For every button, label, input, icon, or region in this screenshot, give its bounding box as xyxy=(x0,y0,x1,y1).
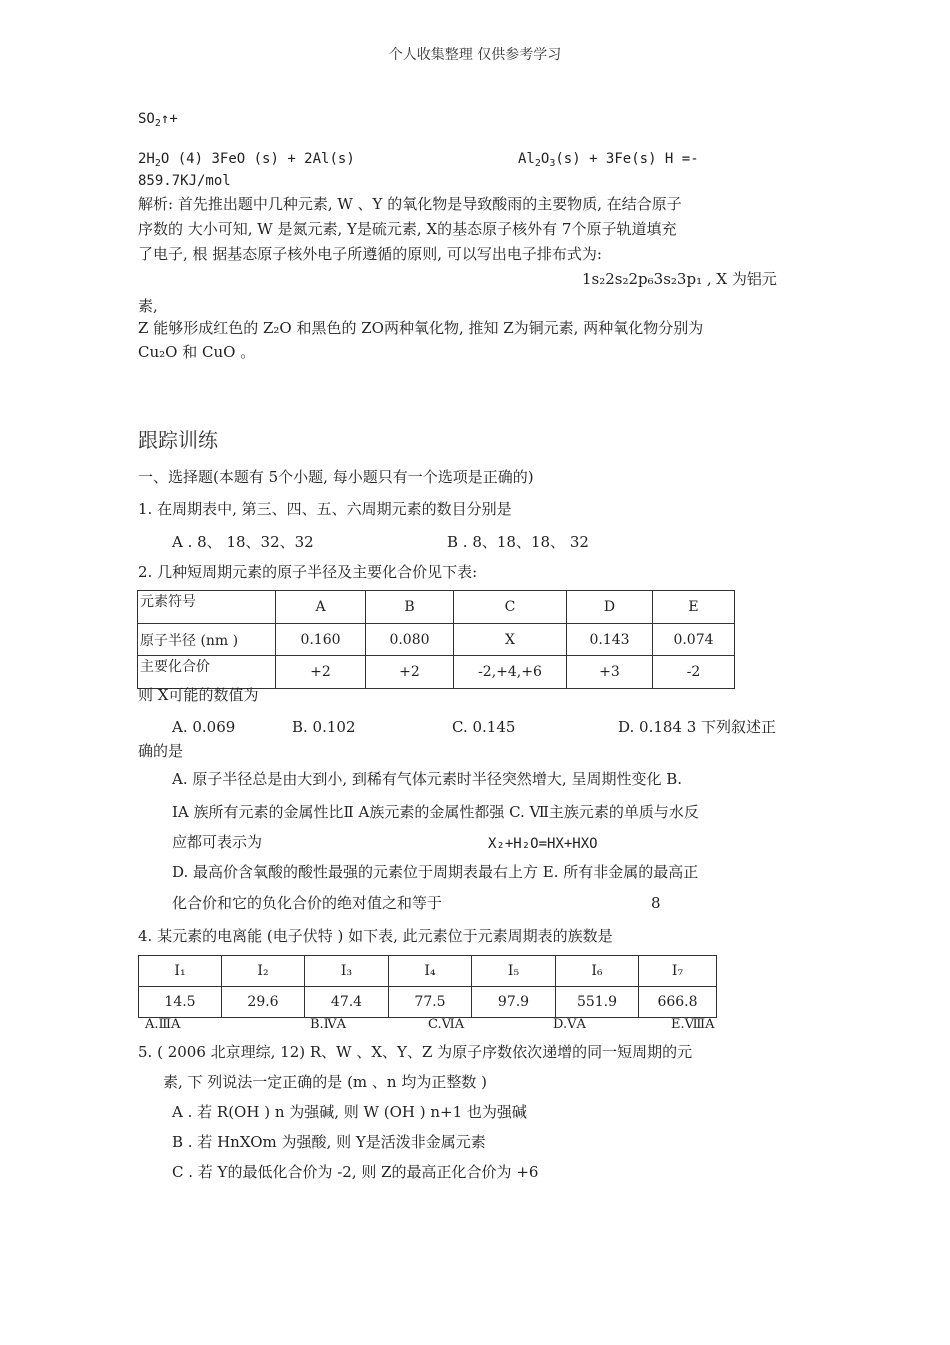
q4-header-cell: I₅ xyxy=(472,956,556,987)
equation-left: $2H_2O$ (4) 3FeO (s) + 2Al(s) xyxy=(138,151,355,169)
q4-cell: 97.9 xyxy=(472,987,556,1018)
q2-cell: 原子半径 (nm ) xyxy=(138,624,276,656)
q2-header-cell: 元素符号 xyxy=(138,591,276,624)
q4-option-e: E.ⅧA xyxy=(671,1017,715,1032)
q3-line-5-value: 8 xyxy=(651,894,661,912)
analysis-line-6: Cu₂O 和 CuO 。 xyxy=(138,343,256,361)
q1-option-a: A . 8、 18、32、32 xyxy=(172,533,314,551)
q2-header-cell: A xyxy=(276,591,366,624)
q4-stem: 4. 某元素的电离能 (电子伏特 ) 如下表, 此元素位于元素周期表的族数是 xyxy=(138,927,613,945)
q2-cell: +3 xyxy=(567,656,653,689)
q1-stem: 1. 在周期表中, 第三、四、五、六周期元素的数目分别是 xyxy=(138,500,512,518)
q2-continuation: 确的是 xyxy=(138,742,184,760)
q4-option-d: D.ⅤA xyxy=(553,1017,586,1032)
q4-table xyxy=(138,955,717,1018)
q5-stem-2: 素, 下 列说法一定正确的是 (m 、n 均为正整数 ) xyxy=(163,1073,487,1091)
q2-header-cell: C xyxy=(454,591,567,624)
q4-header-cell: I₃ xyxy=(305,956,389,987)
q2-cell: +2 xyxy=(276,656,366,689)
analysis-line-5: Z 能够形成红色的 Z₂O 和黑色的 ZO两种氧化物, 推知 Z为铜元素, 两种氧化物分别为 xyxy=(138,319,704,337)
equation-right: $Al_2O_3(s) + 3Fe(s) H$ =- xyxy=(518,151,699,169)
q2-option-d: D. 0.184 3 下列叙述正 xyxy=(618,718,777,736)
q4-header-cell: I₂ xyxy=(222,956,305,987)
q4-cell: 77.5 xyxy=(389,987,472,1018)
q4-cell: 47.4 xyxy=(305,987,389,1018)
page-header: 个人收集整理 仅供参考学习 xyxy=(388,47,562,63)
equation-value: 859.7KJ/mol xyxy=(138,173,231,189)
q5-stem-1: 5. ( 2006 北京理综, 12) R、W 、X、Y、Z 为原子序数依次递增的同一短周期的元 xyxy=(138,1043,693,1061)
q2-option-b: B. 0.102 xyxy=(292,718,356,736)
q4-header-cell: I₁ xyxy=(139,956,222,987)
q2-cell: 0.143 xyxy=(567,624,653,656)
q4-cell: 29.6 xyxy=(222,987,305,1018)
q4-cell: 551.9 xyxy=(556,987,639,1018)
q3-line-5: 化合价和它的负化合价的绝对值之和等于 xyxy=(172,894,443,912)
q2-cell: 0.160 xyxy=(276,624,366,656)
q4-option-a: A.ⅢA xyxy=(145,1017,181,1032)
q5-option-a: A . 若 R(OH ) n 为强碱, 则 W (OH ) n+1 也为强碱 xyxy=(172,1103,527,1121)
q2-table xyxy=(137,590,735,689)
section-title: 跟踪训练 xyxy=(138,428,218,452)
q3-line-1: A. 原子半径总是由大到小, 到稀有气体元素时半径突然增大, 呈周期性变化 B. xyxy=(172,770,683,788)
analysis-line-4: 素, xyxy=(138,297,158,315)
q4-header-cell: I₄ xyxy=(389,956,472,987)
q2-cell: -2 xyxy=(653,656,735,689)
q4-option-b: B.ⅣA xyxy=(310,1017,347,1032)
q4-header-cell: I₇ xyxy=(639,956,717,987)
q1-option-b: B . 8、18、18、 32 xyxy=(447,533,589,551)
q2-cell: 主要化合价 xyxy=(138,656,276,689)
electron-config: 1s₂2s₂2p₆3s₂3p₁ , X 为铝元 xyxy=(582,270,777,288)
q3-equation: X₂+H₂O=HX+HXO xyxy=(488,836,598,852)
q5-option-c: C . 若 Y的最低化合价为 -2, 则 Z的最高正化合价为 +6 xyxy=(172,1163,539,1181)
section-intro: 一、选择题(本题有 5个小题, 每小题只有一个选项是正确的) xyxy=(138,468,534,486)
q2-cell: -2,+4,+6 xyxy=(454,656,567,689)
q4-header-cell: I₆ xyxy=(556,956,639,987)
q2-header-cell: B xyxy=(366,591,454,624)
q3-line-4: D. 最高价含氧酸的酸性最强的元素位于周期表最右上方 E. 所有非金属的最高正 xyxy=(172,863,699,881)
q2-option-c: C. 0.145 xyxy=(452,718,516,736)
analysis-line-1: 解析: 首先推出题中几种元素, W 、Y 的氧化物是导致酸雨的主要物质, 在结合原子 xyxy=(138,195,682,213)
so2-line: $SO_2↑+$ xyxy=(138,111,178,129)
q2-stem: 2. 几种短周期元素的原子半径及主要化合价见下表: xyxy=(138,563,478,581)
q2-option-a: A. 0.069 xyxy=(172,718,236,736)
analysis-line-2: 序数的 大小可知, W 是氮元素, Y是硫元素, X的基态原子核外有 7个原子轨道填充 xyxy=(138,220,677,238)
q2-cell: +2 xyxy=(366,656,454,689)
q3-line-3: 应都可表示为 xyxy=(172,833,263,851)
q3-line-2: ⅠA 族所有元素的金属性比Ⅱ A族元素的金属性都强 C. Ⅶ主族元素的单质与水反 xyxy=(172,803,699,821)
q5-option-b: B . 若 HnXOm 为强酸, 则 Y是活泼非金属元素 xyxy=(172,1133,486,1151)
q2-cell: 0.080 xyxy=(366,624,454,656)
q4-cell: 666.8 xyxy=(639,987,717,1018)
q2-header-cell: D xyxy=(567,591,653,624)
analysis-line-3: 了电子, 根 据基态原子核外电子所遵循的原则, 可以写出电子排布式为: xyxy=(138,245,602,263)
q2-cell: 0.074 xyxy=(653,624,735,656)
q4-cell: 14.5 xyxy=(139,987,222,1018)
q2-after-table: 则 X可能的数值为 xyxy=(138,686,259,704)
q4-option-c: C.ⅥA xyxy=(428,1017,465,1032)
q2-header-cell: E xyxy=(653,591,735,624)
q2-cell: X xyxy=(454,624,567,656)
